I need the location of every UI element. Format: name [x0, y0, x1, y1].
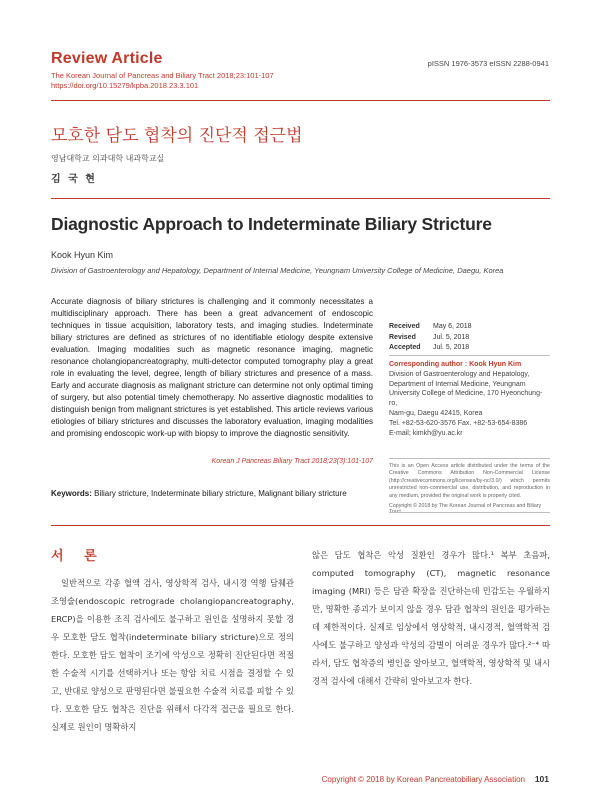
title-divider: [51, 198, 550, 199]
date-value: May 6, 2018: [433, 323, 472, 330]
page-number: 101: [534, 774, 549, 784]
keywords-label: Keywords:: [51, 489, 92, 498]
date-row-revised: [389, 333, 550, 344]
corresponding-line: Nam-gu, Daegu 42415, Korea: [389, 409, 483, 417]
date-row-received: [389, 322, 550, 333]
body-divider: [51, 525, 550, 526]
issn-label: pISSN 1976-3573 eISSN 2288-0941: [427, 59, 549, 68]
english-affiliation: Division of Gastroenterology and Hepatology, Department of Internal Medicine, Yeungnam University College of Medicine, Daegu, Korea: [51, 266, 504, 275]
header-divider: [51, 100, 550, 101]
date-label: Revised: [389, 333, 416, 341]
date-label: Received: [389, 323, 420, 330]
corresponding-line: University College of Medicine, 170 Hyeonchung-ro,: [389, 390, 543, 408]
body-right-column: [312, 546, 550, 690]
date-row-accepted: [389, 343, 550, 354]
english-author: Kook Hyun Kim: [51, 250, 114, 260]
date-value: Jul. 5, 2018: [433, 344, 470, 351]
date-label: Accepted: [389, 344, 421, 351]
article-dates: [389, 322, 550, 354]
side-divider: [389, 512, 550, 513]
body-left-column: [51, 574, 294, 736]
english-title: Diagnostic Approach to Indeterminate Biliary Stricture: [51, 214, 492, 234]
open-access-notice: This is an Open Access article distributed under the terms of the Creative Commons Attribution Non-Commercial License (http://creativecommons.org/licenses/by-nc/3.0/) which permits unrestricted non-commercial use, distribution, and reproduction in any medium, provided the original work is properly cited.: [389, 463, 550, 499]
copyright-small: Copyright © 2018 by The Korean Journal of Pancreas and Biliary: [389, 503, 542, 509]
body-paragraph: 일반적으로 각종 혈액 검사, 영상학적 검사, 내시경 역행 담췌관 조영술(endoscopic retrograde cholangiopancreatography, ERCP)을 이용한 조직 검사에도 불구하고 원인을 설명하지 못할 경우 모호한 담도 협착(indeterminate biliary stricture)으로 정의한다. 모호한 담도 협착이 조기에 악성으로 정확히 진단된다면 적절한 수술적 시기를 선택하거나 또는 항암 치료 시점을 결정할 수 있고, 반대로 양성으로 판명된다면 불필요한 수술적 치료를 피할 수 있다. 모호한 담도 협착은 진단을 위해서 다각적 접근을 필요로 한다. 실제로 원인이 명확하지: [51, 578, 294, 732]
side-divider: [389, 458, 550, 459]
abstract-citation: Korean J Pancreas Biliary Tract 2018;23(3):101-107: [211, 458, 373, 465]
section-heading: 서 론: [51, 549, 105, 564]
footer-copyright: Copyright © 2018 by Korean Pancreatobiliary Association: [321, 775, 525, 784]
korean-title: 모호한 담도 협착의 진단적 접근법: [51, 126, 303, 146]
article-type-label: Review Article: [51, 50, 163, 67]
corresponding-author-head: Corresponding author : Kook Hyun Kim: [389, 361, 522, 368]
korean-author: 김 국 현: [51, 174, 97, 185]
corresponding-line: Division of Gastroenterology and Hepatology,: [389, 370, 530, 378]
side-divider: [389, 355, 550, 356]
abstract-text: Accurate diagnosis of biliary strictures is challenging and it commonly necessitates a multidisciplinary approach. There has been a great advancement of endoscopic techniques in tissue acquisition, laboratory tests, and imaging studies. Indeterminate biliary strictures are defined as strictures of no identifiable etiology despite extensive evaluation. Imaging modalities such as magnetic resonance imaging, magnetic resonance cholangiopancreatography, multi-detector computed tomography play a great role in evaluating the level, degree, length of biliary strictures and presence of a mass. Early and accurate diagnosis as malignant stricture can determine not only optimal timing of surgery, but also potential timely chemotherapy. No assertive diagnostic modalities to distinguish benign from malignant strictures is yet established. This article reviews various etiologies of biliary strictures and discusses the laboratory evaluation, imaging modalities and promising endoscopic work-up with biopsy to improve the diagnostic sensitivity.: [51, 297, 373, 438]
corresponding-line: Department of Internal Medicine, Yeungnam: [389, 380, 526, 388]
korean-affiliation: 영남대학교 의과대학 내과학교실: [51, 154, 165, 163]
journal-citation-line: The Korean Journal of Pancreas and Biliary Tract 2018;23:101-107: [51, 71, 274, 80]
doi-link[interactable]: https://doi.org/10.15279/kpba.2018.23.3.101: [51, 81, 199, 90]
corresponding-line: Tel. +82-53-620-3576 Fax. +82-53-654-8386: [389, 419, 528, 427]
corresponding-author: [389, 360, 550, 438]
date-value: Jul. 5, 2018: [433, 333, 470, 341]
body-paragraph: 않은 담도 협착은 악성 질환인 경우가 많다.¹ 복부 초음파, computed tomography (CT), magnetic resonance imaging (MRI) 등은 담관 확장을 진단하는데 민감도는 우월하지만, 명확한 종괴가 보이지 않을 경우 담관 협착의 원인을 평가하는데 제한적이다. 실제로 임상에서 영상학적, 내시경적, 혈액학적 검사에도 불구하고 양성과 악성의 감별이 어려운 경우가 많다.²⁻⁴ 따라서, 담도 협착증의 병인을 알아보고, 혈액학적, 영상학적 및 내시경적 검사에 대해서 간략히 알아보고자 한다.: [312, 550, 550, 686]
keywords: [51, 489, 381, 498]
keywords-text: Biliary stricture, Indeterminate biliary stricture, Malignant biliary stricture: [94, 489, 347, 498]
corresponding-email[interactable]: E-mail; kimkh@yu.ac.kr: [389, 429, 463, 437]
